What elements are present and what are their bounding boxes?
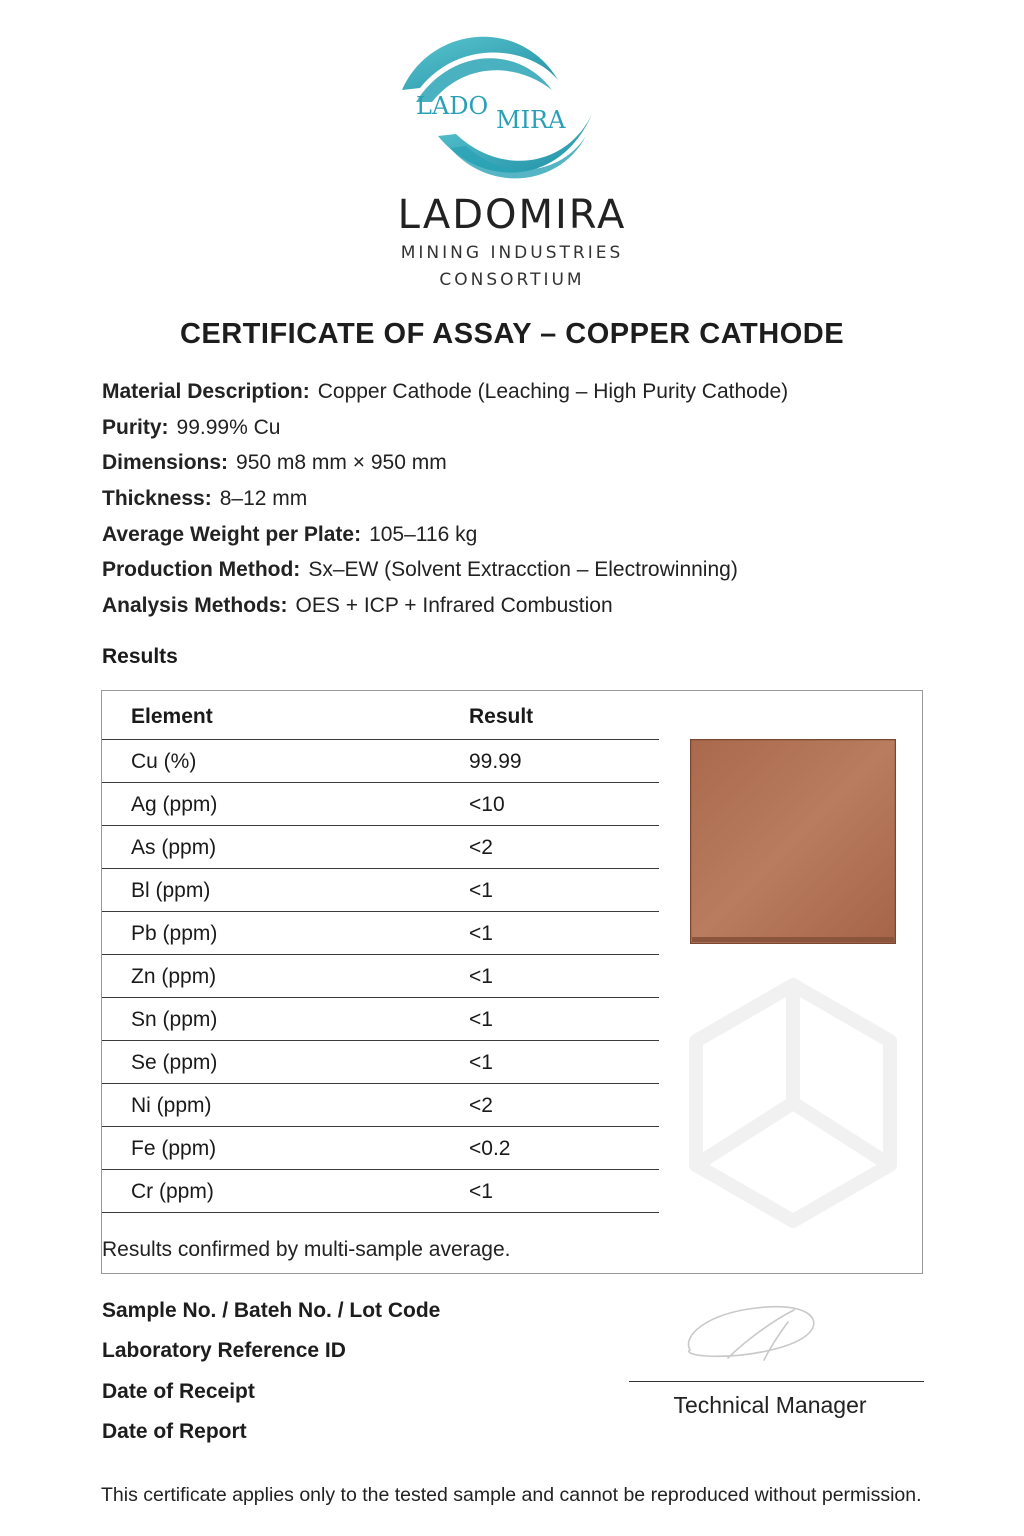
spec-label: Analysis Methods:: [102, 594, 288, 617]
result-cell: <0.2: [469, 1137, 511, 1160]
spec-value: OES + ICP + Infrared Combustion: [295, 594, 613, 617]
result-cell: <10: [469, 793, 505, 816]
result-cell: <2: [469, 1094, 493, 1117]
element-cell: Fe (ppm): [131, 1137, 217, 1160]
spec-value: 8–12 mm: [219, 487, 308, 510]
table-header-row: [102, 697, 659, 740]
company-subtitle-2: CONSORTIUM: [439, 270, 585, 290]
element-cell: As (ppm): [131, 836, 217, 859]
element-cell: Ni (ppm): [131, 1094, 212, 1117]
hexagon-watermark-icon: [686, 975, 900, 1230]
spec-label: Production Method:: [102, 558, 301, 581]
result-cell: <1: [469, 965, 493, 988]
spec-analysis-methods: [102, 594, 613, 618]
table-row: [102, 1041, 659, 1084]
spec-value: 950 m8 mm × 950 mm: [236, 451, 447, 474]
plate-body: [691, 740, 896, 944]
results-note: Results confirmed by multi-sample average.: [102, 1238, 511, 1261]
spec-value: 105–116 kg: [369, 523, 478, 546]
signature-line: [629, 1381, 924, 1382]
table-row: [102, 1170, 659, 1213]
result-cell: <1: [469, 1051, 493, 1074]
table-row: [102, 1084, 659, 1127]
spec-material: [102, 380, 788, 404]
spec-weight: [102, 523, 477, 547]
column-header-result: Result: [469, 705, 534, 728]
spec-value: Copper Cathode (Leaching – High Purity Cathode): [317, 380, 789, 403]
signature-label: Technical Manager: [673, 1392, 867, 1418]
results-heading: Results: [102, 645, 178, 668]
field-lab-reference: Laboratory Reference ID: [102, 1339, 346, 1362]
logo-text-lado: LADO: [416, 92, 489, 120]
result-cell: <1: [469, 1180, 493, 1203]
element-cell: Se (ppm): [131, 1051, 218, 1074]
company-subtitle-1: MINING INDUSTRIES: [400, 243, 624, 263]
table-row: [102, 826, 659, 869]
spec-label: Average Weight per Plate:: [102, 523, 362, 546]
results-table: [102, 697, 659, 1213]
table-row: [102, 912, 659, 955]
field-sample-lot: Sample No. / Bateh No. / Lot Code: [102, 1299, 441, 1322]
spec-dimensions: [102, 451, 447, 475]
element-cell: Ag (ppm): [131, 793, 218, 816]
spec-value: 99.99% Cu: [176, 416, 281, 439]
result-cell: <1: [469, 1008, 493, 1031]
plate-edge: [692, 937, 894, 942]
spec-label: Material Description:: [102, 380, 310, 403]
column-header-element: Element: [131, 705, 213, 728]
result-cell: 99.99: [469, 750, 522, 773]
company-logo: [390, 18, 610, 198]
table-row: [102, 1127, 659, 1170]
field-date-report: Date of Report: [102, 1420, 247, 1443]
result-cell: <1: [469, 879, 493, 902]
spec-label: Dimensions:: [102, 451, 229, 474]
element-cell: Sn (ppm): [131, 1008, 218, 1031]
spec-label: Thickness:: [102, 487, 212, 510]
result-cell: <1: [469, 922, 493, 945]
table-row: [102, 869, 659, 912]
element-cell: Pb (ppm): [131, 922, 218, 945]
copper-cathode-plate-image: [690, 739, 896, 944]
table-row: [102, 783, 659, 826]
table-row: [102, 955, 659, 998]
footer-disclaimer: This certificate applies only to the tested sample and cannot be reproduced without permission.: [101, 1484, 922, 1506]
spec-thickness: [102, 487, 307, 511]
spec-label: Purity:: [102, 416, 169, 439]
spec-value: Sx–EW (Solvent Extracction – Electrowinning): [308, 558, 738, 581]
logo-swoosh-bottom-2: [450, 136, 586, 178]
element-cell: Cr (ppm): [131, 1180, 214, 1203]
company-name: LADOMIRA: [397, 192, 627, 238]
table-row: [102, 998, 659, 1041]
element-cell: Bl (ppm): [131, 879, 211, 902]
table-row: [102, 740, 659, 783]
result-cell: <2: [469, 836, 493, 859]
field-date-receipt: Date of Receipt: [102, 1380, 255, 1403]
signature-mark: [676, 1300, 826, 1366]
spec-purity: [102, 416, 280, 440]
element-cell: Cu (%): [131, 750, 197, 773]
logo-text-mira: MIRA: [496, 106, 566, 134]
spec-production-method: [102, 558, 738, 582]
certificate-title: CERTIFICATE OF ASSAY – COPPER CATHODE: [179, 318, 845, 350]
element-cell: Zn (ppm): [131, 965, 217, 988]
